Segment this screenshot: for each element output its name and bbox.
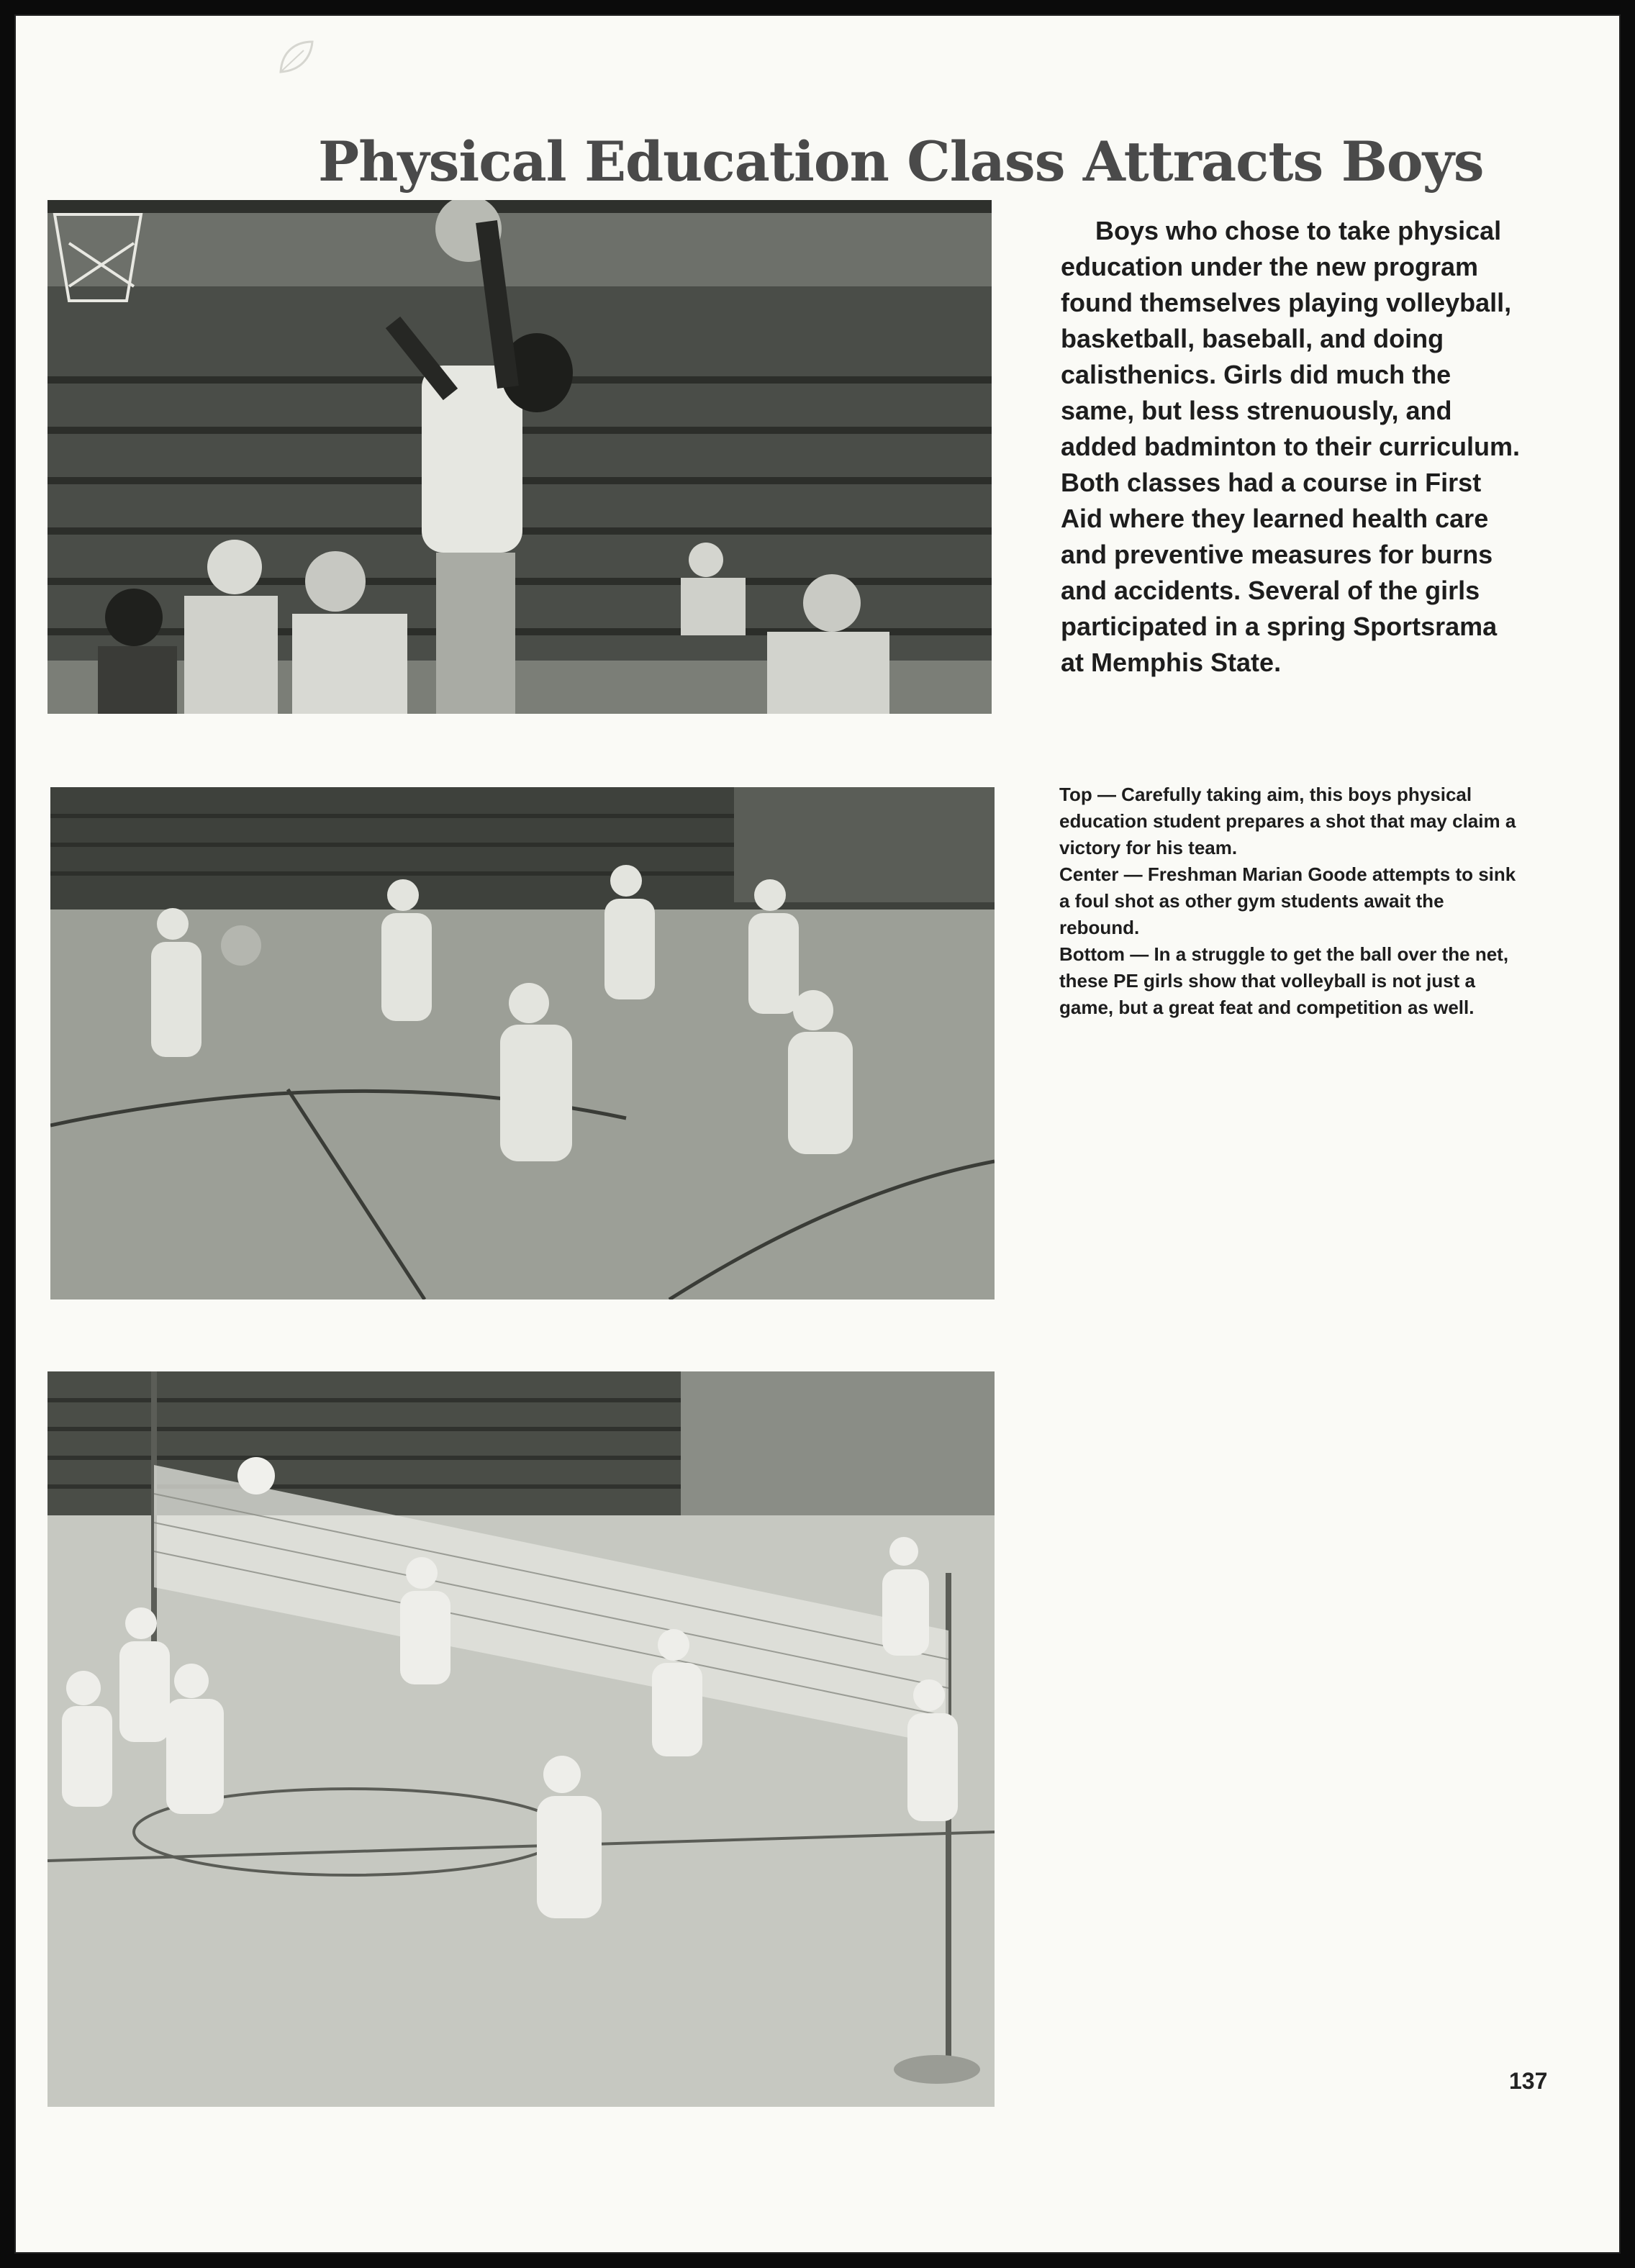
leaf-watermark-icon	[275, 36, 318, 79]
photo-captions	[1059, 781, 1520, 1021]
caption-top: Top — Carefully taking aim, this boys physical education student prepares a shot that may claim a victory for his team.	[1059, 784, 1516, 858]
yearbook-page	[14, 14, 1621, 2254]
photo-bottom-volleyball	[47, 1371, 995, 2107]
caption-center: Center — Freshman Marian Goode attempts to sink a foul shot as other gym students await the rebound.	[1059, 863, 1516, 938]
page-number: 137	[1509, 2068, 1548, 2094]
photo-top-basketball	[47, 200, 992, 714]
article-body: Boys who chose to take physical education under the new program found themselves playing volleyball, basketball, baseball, and doing calisthenics. Girls did much the same, but less strenuously, and added badminton to their curriculum. Both classes had a course in First Aid where they learned health care and preventive measures for burns and accidents. Several of the girls participated in a spring Sportsrama at Memphis State.	[1061, 216, 1521, 677]
page-title: Physical Education Class Attracts Boys	[318, 130, 1484, 194]
caption-bottom: Bottom — In a struggle to get the ball over the net, these PE girls show that volleyball is not just a game, but a great feat and competition as well.	[1059, 943, 1509, 1018]
photo-center-foul-shot	[50, 787, 995, 1299]
